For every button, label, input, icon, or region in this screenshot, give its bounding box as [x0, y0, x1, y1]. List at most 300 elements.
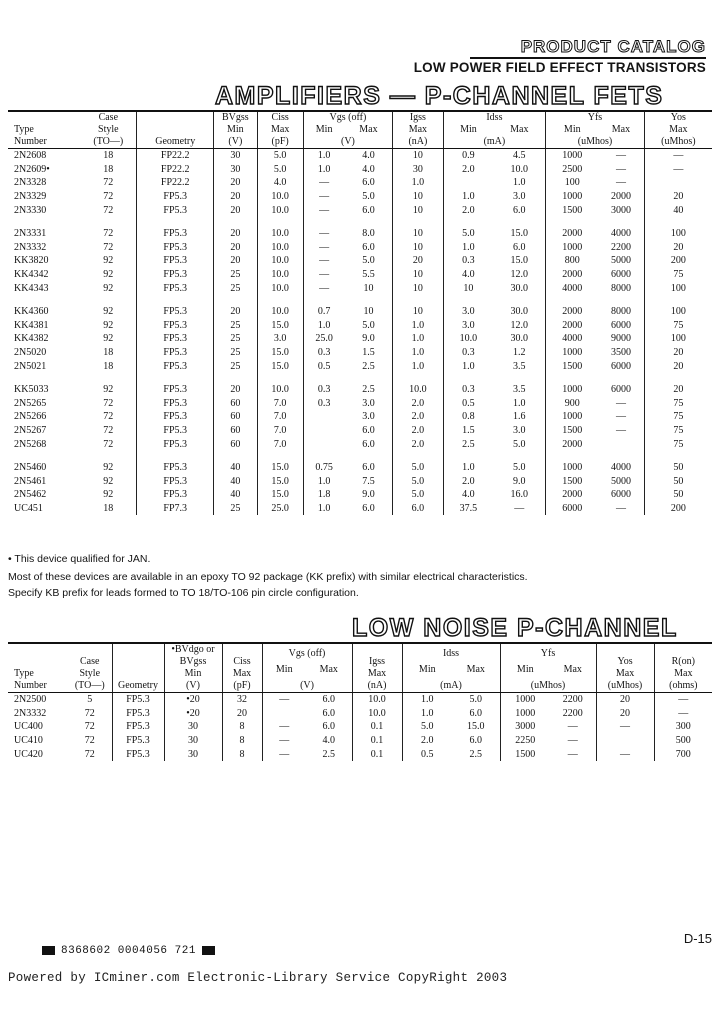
- table-cell: 5.0: [402, 720, 452, 734]
- col-vgs-unit: (V): [262, 676, 352, 693]
- table-cell: 30.0: [510, 306, 529, 318]
- table-row: [8, 268, 712, 282]
- table-cell: 75: [644, 410, 712, 424]
- table-cell: FP5.3: [112, 693, 164, 707]
- table-cell: 60: [213, 410, 257, 424]
- col-ciss: Ciss Max (pF): [222, 644, 262, 693]
- table-cell: 75: [644, 397, 712, 411]
- table-cell: [262, 707, 306, 721]
- catalog-heading: PRODUCT CATALOG: [520, 37, 706, 56]
- table-cell: 37.5: [443, 502, 493, 516]
- table-cell: —: [303, 176, 345, 190]
- table-cell: 800: [546, 254, 598, 268]
- col-ron: R(on) Max (ohms): [654, 644, 712, 693]
- table-cell: 25.0: [257, 502, 303, 516]
- table-cell: 0.3: [303, 373, 345, 397]
- table-cell: 6000: [610, 319, 631, 331]
- table-cell: 72: [103, 397, 114, 409]
- table-cell: 2.0: [443, 203, 493, 217]
- barcode-text: 8368602 0004056 721: [61, 945, 196, 957]
- table-cell: 2.5: [362, 384, 375, 396]
- table-cell: 10.0: [257, 241, 303, 255]
- table-cell: —: [567, 735, 578, 747]
- table-cell: 72: [84, 735, 95, 747]
- amplifiers-table: [8, 112, 712, 515]
- table-cell: UC400: [14, 721, 43, 733]
- table-cell: 2N5266: [14, 411, 47, 423]
- table-cell: 6.0: [469, 707, 483, 719]
- table-cell: 0.8: [443, 410, 493, 424]
- table-cell: 10.0: [257, 203, 303, 217]
- table-cell: 2N5265: [14, 397, 47, 409]
- table-cell: 10: [363, 306, 374, 318]
- table-cell: 6000: [610, 384, 631, 396]
- table-cell: 50: [644, 451, 712, 475]
- table-cell: 5.0: [469, 694, 483, 706]
- table-cell: —: [654, 707, 712, 721]
- table-row: [8, 488, 712, 502]
- table-cell: 92: [103, 462, 114, 474]
- col-idss-max: Max: [510, 124, 529, 135]
- table-cell: 20: [213, 241, 257, 255]
- table-cell: 2000: [546, 268, 598, 282]
- table-cell: 9000: [610, 333, 631, 345]
- table-row: [8, 720, 712, 734]
- table-cell: 92: [103, 333, 114, 345]
- table-cell: —: [303, 217, 345, 241]
- table-cell: 12.0: [510, 269, 529, 281]
- table-row: [8, 424, 712, 438]
- table-row: [8, 707, 712, 721]
- table-cell: 1500: [500, 747, 550, 761]
- table-cell: —: [262, 747, 306, 761]
- table-cell: 1.0: [443, 190, 493, 204]
- table-cell: 75: [644, 424, 712, 438]
- table-cell: 2500: [546, 163, 598, 177]
- table-cell: 8: [222, 720, 262, 734]
- table-cell: 12.0: [510, 319, 529, 331]
- table-cell: 72: [84, 707, 95, 719]
- table-cell: 92: [103, 489, 114, 501]
- table-cell: 20: [213, 190, 257, 204]
- table-cell: 50: [644, 474, 712, 488]
- table-cell: 2.0: [443, 474, 493, 488]
- table-cell: 1.0: [393, 346, 443, 360]
- table-cell: —: [303, 241, 345, 255]
- table-cell: 1000: [546, 190, 598, 204]
- table-cell: 1000: [546, 451, 598, 475]
- table-cell: 5000: [610, 475, 631, 487]
- table-cell: 2N3331: [14, 228, 47, 240]
- table-cell: 5.0: [443, 217, 493, 241]
- table-row: [8, 319, 712, 333]
- table-cell: 72: [103, 438, 114, 450]
- col-bvdgo: •BVdgo or BVgss Min (V): [164, 644, 222, 693]
- table-cell: 25: [213, 268, 257, 282]
- table-cell: 30.0: [510, 282, 529, 294]
- table-cell: 72: [103, 424, 114, 436]
- table-cell: 92: [103, 475, 114, 487]
- table-cell: [303, 410, 345, 424]
- table-cell: 5: [87, 694, 93, 706]
- table-cell: 25.0: [303, 332, 345, 346]
- table-cell: 200: [644, 254, 712, 268]
- table-cell: 1.0: [303, 474, 345, 488]
- table-cell: 2N3330: [14, 204, 47, 216]
- col-yfs-min: Min: [546, 124, 598, 136]
- table-cell: FP5.3: [137, 474, 214, 488]
- table-cell: 2.5: [322, 748, 335, 760]
- table-cell: 1.0: [443, 451, 493, 475]
- table-cell: 2N5267: [14, 424, 47, 436]
- table-cell: 18: [103, 163, 114, 175]
- table-cell: 40: [644, 203, 712, 217]
- table-cell: 75: [644, 319, 712, 333]
- table-cell: FP5.3: [112, 747, 164, 761]
- table-cell: 2.0: [393, 437, 443, 451]
- table-cell: —: [303, 203, 345, 217]
- table-cell: 1000: [546, 346, 598, 360]
- table-cell: 72: [103, 191, 114, 203]
- table-cell: 72: [103, 241, 114, 253]
- barcode-block-right: [202, 946, 215, 955]
- table-cell: 60: [213, 437, 257, 451]
- table-cell: KK4381: [14, 319, 49, 331]
- table-cell: 40: [213, 451, 257, 475]
- table-cell: 2250: [500, 734, 550, 748]
- table-cell: 75: [644, 437, 712, 451]
- table-cell: 6.0: [393, 502, 443, 516]
- table-cell: 900: [546, 397, 598, 411]
- table-cell: 2000: [546, 488, 598, 502]
- table-cell: 1.0: [443, 241, 493, 255]
- table-cell: 2000: [546, 217, 598, 241]
- col-yos: Yos Max (uMhos): [644, 112, 712, 149]
- table-cell: 3.5: [513, 384, 526, 396]
- table-cell: 0.1: [352, 734, 402, 748]
- table-cell: 2000: [546, 319, 598, 333]
- table-cell: 10.0: [257, 268, 303, 282]
- table-cell: 20: [213, 203, 257, 217]
- table-cell: KK4382: [14, 333, 49, 345]
- table-row: [8, 149, 712, 163]
- table-cell: 100: [546, 176, 598, 190]
- table-cell: —: [596, 720, 654, 734]
- table-cell: 25: [213, 281, 257, 295]
- table-cell: 4000: [610, 228, 631, 240]
- table-cell: FP5.3: [137, 241, 214, 255]
- table-cell: 4.0: [362, 150, 375, 162]
- table-cell: 2.0: [443, 163, 493, 177]
- table-cell: 72: [84, 721, 95, 733]
- table-cell: 18: [103, 502, 114, 514]
- table-cell: 7.0: [257, 397, 303, 411]
- table-row: [8, 451, 712, 475]
- amplifiers-table-body: [8, 149, 712, 516]
- table-cell: [443, 176, 493, 190]
- table-cell: 3.0: [443, 319, 493, 333]
- table-cell: 92: [103, 306, 114, 318]
- table-cell: 9.0: [513, 475, 526, 487]
- low-noise-title: LOW NOISE P-CHANNEL: [352, 614, 678, 642]
- table-cell: 20: [644, 190, 712, 204]
- table-cell: 40: [213, 474, 257, 488]
- table-cell: FP5.3: [137, 424, 214, 438]
- table-cell: 4.0: [257, 176, 303, 190]
- col-yfs: Yfs: [546, 112, 644, 124]
- table-cell: 4.5: [513, 150, 526, 162]
- col-idss: Idss: [443, 112, 546, 124]
- table-cell: —: [615, 177, 626, 189]
- table-cell: 3.0: [513, 191, 526, 203]
- col-idss: Idss: [402, 644, 500, 660]
- table-cell: 2000: [610, 191, 631, 203]
- table-row: [8, 281, 712, 295]
- table-cell: 10.0: [257, 281, 303, 295]
- table-cell: FP5.3: [137, 217, 214, 241]
- col-ciss: Ciss Max (pF): [257, 112, 303, 149]
- table-cell: 2N5462: [14, 489, 47, 501]
- col-vgs-min: Min: [303, 124, 345, 136]
- col-yfs-max: Max: [563, 663, 582, 675]
- table-cell: 0.5: [443, 397, 493, 411]
- table-cell: 25: [213, 502, 257, 516]
- table-cell: 1000: [500, 693, 550, 707]
- table-cell: 60: [213, 397, 257, 411]
- table-cell: 1.0: [393, 359, 443, 373]
- table-cell: 0.5: [303, 359, 345, 373]
- table-cell: 30: [164, 747, 222, 761]
- col-idss-max: Max: [466, 663, 485, 675]
- table-cell: FP5.3: [137, 268, 214, 282]
- table-cell: 1500: [546, 424, 598, 438]
- table-cell: 5.0: [393, 451, 443, 475]
- table-cell: 6.0: [322, 694, 335, 706]
- table-cell: 2000: [546, 295, 598, 319]
- table-cell: 8.0: [362, 228, 375, 240]
- table-cell: 2200: [610, 241, 631, 253]
- table-cell: FP22.2: [137, 149, 214, 163]
- table-cell: 10: [393, 295, 443, 319]
- table-cell: 10: [393, 281, 443, 295]
- table-cell: 1.0: [303, 149, 345, 163]
- table-cell: 1.0: [303, 502, 345, 516]
- table-cell: —: [567, 748, 578, 760]
- table-cell: 1000: [546, 241, 598, 255]
- col-idss-unit: (mA): [402, 676, 500, 693]
- table-cell: —: [596, 747, 654, 761]
- col-vgs: Vgs (off): [303, 112, 393, 124]
- table-cell: 10.0: [257, 217, 303, 241]
- col-geometry: Geometry: [112, 644, 164, 693]
- table-cell: 6.0: [469, 735, 483, 747]
- table-cell: —: [514, 502, 525, 514]
- table-cell: 16.0: [510, 489, 529, 501]
- col-vgs-max: Max: [319, 663, 338, 675]
- table-cell: 10.0: [352, 707, 402, 721]
- table-cell: 5.0: [393, 488, 443, 502]
- table-cell: 92: [103, 384, 114, 396]
- table-cell: 5.0: [513, 462, 526, 474]
- table-cell: 15.0: [257, 474, 303, 488]
- table-cell: 2200: [562, 707, 583, 719]
- table-cell: 10.0: [257, 190, 303, 204]
- table-cell: —: [262, 720, 306, 734]
- table-cell: 10.0: [352, 693, 402, 707]
- col-vgs: Vgs (off): [262, 644, 352, 660]
- table-cell: 0.9: [443, 149, 493, 163]
- table-cell: 7.0: [257, 437, 303, 451]
- col-idss-min: Min: [443, 124, 493, 136]
- table-cell: 1000: [500, 707, 550, 721]
- table-cell: 6.0: [362, 438, 375, 450]
- table-cell: 5.0: [362, 191, 375, 203]
- table-cell: FP5.3: [137, 373, 214, 397]
- table-cell: 2.5: [362, 360, 375, 372]
- table-cell: 25: [213, 359, 257, 373]
- table-cell: FP5.3: [137, 397, 214, 411]
- table-cell: 10: [363, 282, 374, 294]
- table-cell: 3.5: [513, 360, 526, 372]
- table-cell: 30.0: [510, 333, 529, 345]
- table-cell: 20: [213, 373, 257, 397]
- table-cell: 2N5020: [14, 347, 47, 359]
- table-cell: FP5.3: [137, 295, 214, 319]
- table-cell: 10.0: [257, 254, 303, 268]
- table-cell: 20: [222, 707, 262, 721]
- table-cell: 0.5: [402, 747, 452, 761]
- col-type: Type Number: [8, 644, 68, 693]
- table-row: [8, 163, 712, 177]
- table-cell: 20: [213, 295, 257, 319]
- table-cell: 0.3: [443, 346, 493, 360]
- table-cell: UC451: [14, 502, 43, 514]
- table-cell: 3.0: [257, 332, 303, 346]
- page-number: D-15: [683, 931, 712, 946]
- table-cell: 2N5021: [14, 360, 47, 372]
- table-cell: 2N5460: [14, 462, 47, 474]
- table-cell: 1.0: [513, 177, 526, 189]
- table-cell: 30: [164, 720, 222, 734]
- table-cell: 15.0: [257, 359, 303, 373]
- table-cell: 1.5: [362, 347, 375, 359]
- table-cell: 1.2: [513, 347, 526, 359]
- table-cell: 92: [103, 269, 114, 281]
- low-noise-table: [8, 644, 712, 761]
- table-cell: 4000: [610, 462, 631, 474]
- table-cell: 15.0: [257, 451, 303, 475]
- table-cell: 1.0: [402, 693, 452, 707]
- col-bvgss: BVgss Min (V): [213, 112, 257, 149]
- table-cell: 5.0: [393, 474, 443, 488]
- table-cell: 20: [644, 241, 712, 255]
- table-row: [8, 254, 712, 268]
- table-cell: 1.0: [303, 319, 345, 333]
- table-row: [8, 397, 712, 411]
- table-cell: —: [644, 149, 712, 163]
- col-yfs-max: Max: [611, 124, 631, 135]
- table-cell: 200: [644, 502, 712, 516]
- table-cell: FP5.3: [137, 346, 214, 360]
- table-cell: 10.0: [510, 163, 529, 175]
- table-cell: 3500: [610, 347, 631, 359]
- table-cell: 10.0: [257, 295, 303, 319]
- table-cell: 10: [393, 268, 443, 282]
- table-cell: 700: [654, 747, 712, 761]
- table-cell: 2.5: [443, 437, 493, 451]
- catalog-subtitle: LOW POWER FIELD EFFECT TRANSISTORS: [413, 60, 706, 75]
- table-cell: 5.0: [257, 149, 303, 163]
- table-cell: 6.0: [322, 721, 335, 733]
- table-cell: 0.3: [303, 346, 345, 360]
- table-cell: 50: [644, 488, 712, 502]
- table-cell: 15.0: [257, 488, 303, 502]
- table-row: [8, 734, 712, 748]
- table-cell: 25: [213, 319, 257, 333]
- col-yfs-unit: (uMhos): [546, 136, 644, 149]
- table-cell: 6.0: [362, 177, 375, 189]
- table-cell: 8000: [610, 282, 631, 294]
- table-cell: —: [615, 150, 626, 162]
- table-cell: 3000: [500, 720, 550, 734]
- col-vgs-min: Min: [262, 660, 306, 676]
- table-cell: •20: [164, 693, 222, 707]
- table-cell: FP5.3: [137, 437, 214, 451]
- table-cell: 9.0: [362, 333, 375, 345]
- table-cell: 2.0: [393, 410, 443, 424]
- table-cell: FP5.3: [137, 451, 214, 475]
- col-geometry: Geometry: [137, 112, 214, 149]
- table-cell: KK4360: [14, 306, 49, 318]
- col-yfs-unit: (uMhos): [500, 676, 596, 693]
- col-type: Type Number: [8, 112, 80, 149]
- table-cell: 15.0: [510, 228, 529, 240]
- table-cell: 8000: [610, 306, 631, 318]
- table-cell: 72: [103, 177, 114, 189]
- table-cell: 100: [644, 295, 712, 319]
- table-row: [8, 241, 712, 255]
- table-cell: 4000: [546, 332, 598, 346]
- table-cell: 2000: [546, 437, 598, 451]
- table-cell: —: [262, 693, 306, 707]
- amplifiers-title: AMPLIFIERS — P-CHANNEL FETS: [215, 82, 664, 110]
- table-cell: 6000: [546, 502, 598, 516]
- table-cell: 4.0: [443, 268, 493, 282]
- table-cell: 2N3332: [14, 707, 47, 719]
- table-cell: 100: [644, 332, 712, 346]
- table-row: [8, 474, 712, 488]
- table-cell: 6.0: [322, 707, 335, 719]
- table-cell: FP5.3: [137, 488, 214, 502]
- table-cell: 30: [164, 734, 222, 748]
- table-cell: 15.0: [510, 255, 529, 267]
- table-cell: FP5.3: [112, 720, 164, 734]
- table-cell: 30: [213, 163, 257, 177]
- table-cell: 10.0: [393, 373, 443, 397]
- table-cell: 5.0: [362, 255, 375, 267]
- table-cell: 100: [644, 217, 712, 241]
- col-yos: Yos Max (uMhos): [596, 644, 654, 693]
- table-cell: 2N2500: [14, 694, 47, 706]
- table-cell: KK4343: [14, 282, 49, 294]
- table-cell: 18: [103, 150, 114, 162]
- table-cell: 5.0: [362, 319, 375, 331]
- col-idss-unit: (mA): [443, 136, 546, 149]
- table-cell: 1500: [546, 359, 598, 373]
- table-cell: 6000: [610, 360, 631, 372]
- table-cell: 3.0: [513, 424, 526, 436]
- table-cell: 6.0: [513, 204, 526, 216]
